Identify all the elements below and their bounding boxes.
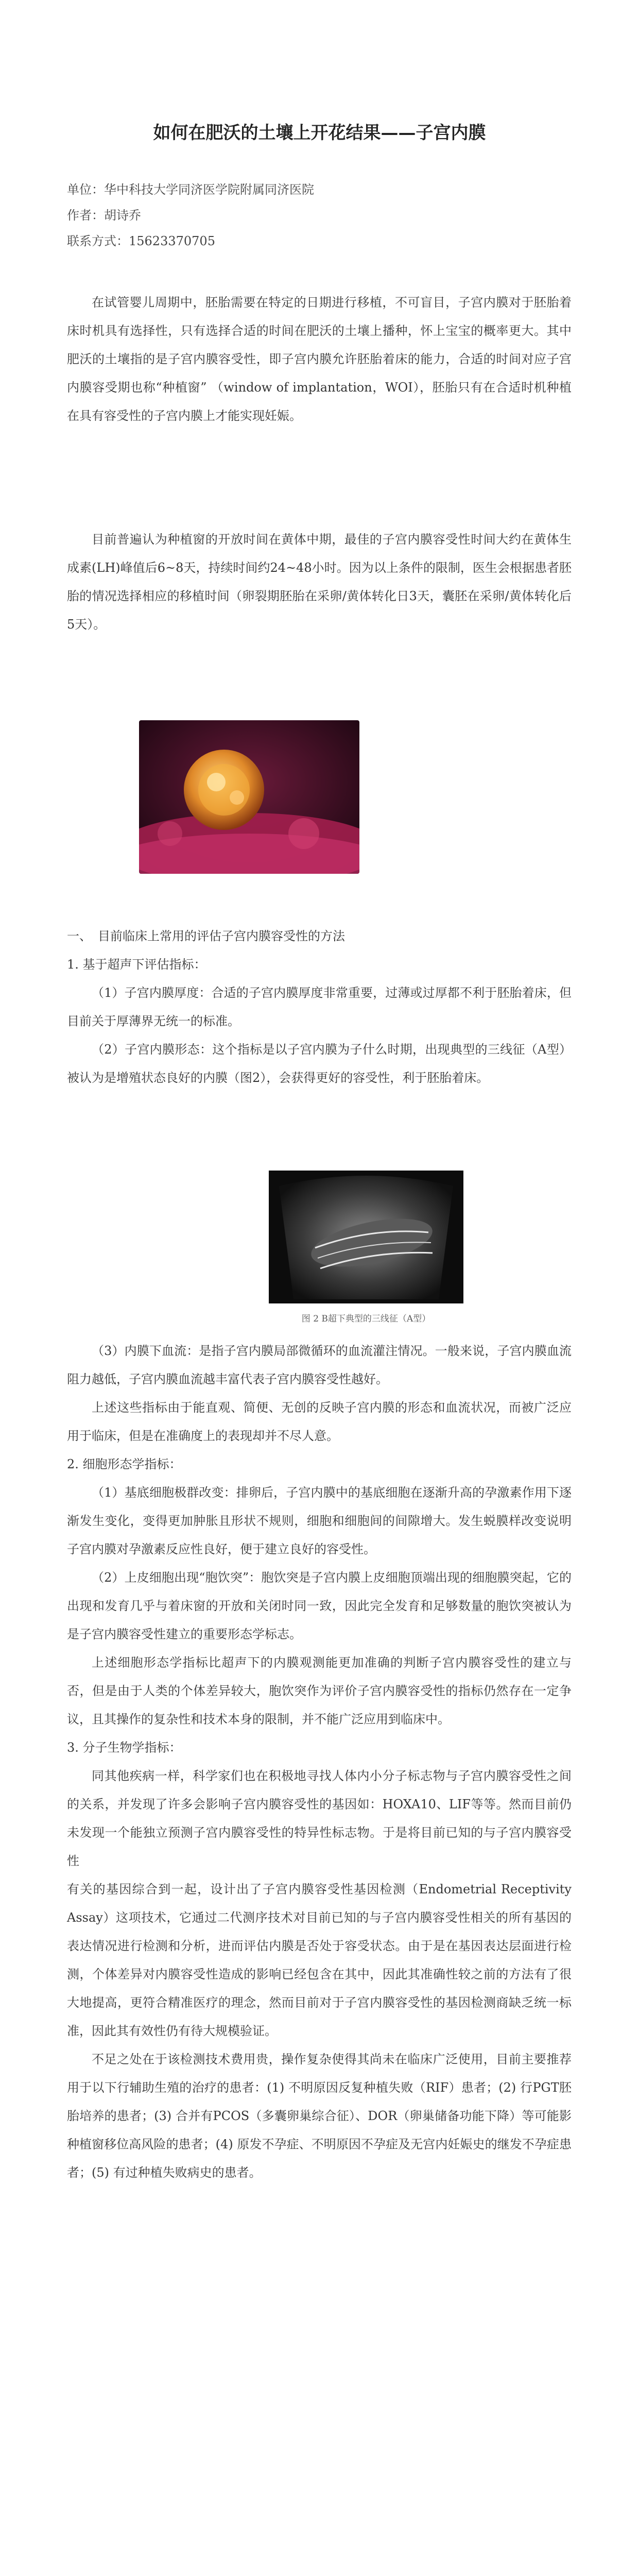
embryo-implantation-image [139, 720, 359, 874]
section-1-continued [67, 1337, 572, 2187]
page-title: 如何在肥沃的土壤上开花结果——子宫内膜 [153, 123, 486, 143]
paragraph-ultrasound-summary: 上述这些指标由于能直观、简便、无创的反映子宫内膜的形态和血流状况，而被广泛应用于临床，但是在准确度上的表现却并不尽人意。 [67, 1400, 572, 1443]
section-1-heading: 一、 目前临床上常用的评估子宫内膜容受性的方法 [67, 929, 345, 943]
figure-2-caption: 图 2 B超下典型的三线征（A型） [301, 1314, 431, 1324]
paragraph-morphology: （2）子宫内膜形态：这个指标是以子宫内膜为子什么时期，出现典型的三线征（A型）被认为是增殖状态良好的内膜（图2），会获得更好的容受性，利于胚胎着床。 [67, 1042, 572, 1085]
woi-paragraph [67, 526, 572, 639]
paragraph-thickness: （1）子宫内膜厚度：合适的子宫内膜厚度非常重要，过薄或过厚都不利于胚胎着床，但目前关于厚薄界无统一的标准。 [67, 986, 572, 1028]
paragraph-2: 目前普遍认为种植窗的开放时间在黄体中期，最佳的子宫内膜容受性时间大约在黄体生成素(LH)峰值后6~8天，持续时间约24~48小时。因为以上条件的限制，医生会根据患者胚胎的情况选择相应的移植时间（卵裂期胚胎在采卵/黄体转化日3天，囊胚在采卵/黄体转化后5天）。 [67, 532, 572, 632]
paragraph-morphology-summary: 上述细胞形态学指标比超声下的内膜观测能更加准确的判断子宫内膜容受性的建立与否，但是由于人类的个体差异较大，胞饮突作为评价子宫内膜容受性的指标仍然存在一定争议，且其操作的复杂性和技术本身的限制，并不能广泛应用到临床中。 [67, 1655, 572, 1726]
ultrasound-image [269, 1171, 463, 1303]
section-1 [67, 922, 572, 1092]
paragraph-blood-flow: （3）内膜下血流：是指子宫内膜局部微循环的血流灌注情况。一般来说，子宫内膜血流阻力越低，子宫内膜血流越丰富代表子宫内膜容受性越好。 [67, 1344, 572, 1386]
subsection-3-heading: 3. 分子生物学指标： [67, 1740, 182, 1755]
author-phone: 联系方式：15623370705 [67, 234, 215, 248]
author-unit: 单位：华中科技大学同济医学院附属同济医院 [67, 182, 314, 197]
subsection-2-heading: 2. 细胞形态学指标： [67, 1457, 182, 1471]
intro-paragraph [67, 289, 572, 430]
subsection-1-heading: 1. 基于超声下评估指标： [67, 957, 206, 972]
paragraph-pinopodes: （2）上皮细胞出现“胞饮突”：胞饮突是子宫内膜上皮细胞顶端出现的细胞膜突起，它的出现和发育几乎与着床窗的开放和关闭时同一致，因此完全发育和足够数量的胞饮突被认为是子宫内膜容受性建立的重要形态学标志。 [67, 1570, 572, 1641]
paragraph-era-limitations: 不足之处在于该检测技术费用贵，操作复杂使得其尚未在临床广泛使用，目前主要推荐用于以下行辅助生殖的治疗的患者：(1) 不明原因反复种植失败（RIF）患者；(2) 行PGT胚胎培养的患者；(3) 合并有PCOS（多囊卵巢综合征）、DOR（卵巢储备功能下降）等可能影种植窗移位高风险的患者；(4) 原发不孕症、不明原因不孕症及无宫内妊娠史的继发不孕症患者；(5) 有过种植失败病史的患者。 [67, 2052, 572, 2180]
paragraph-molecular: 同其他疾病一样，科学家们也在积极地寻找人体内小分子标志物与子宫内膜容受性之间的关系，并发现了许多会影响子宫内膜容受性的基因如：HOXA10、LIF等等。然而目前仍未发现一个能独立预测子宫内膜容受性的特异性标志物。于是将目前已知的与子宫内膜容受性 [67, 1769, 572, 1868]
paragraph-1: 在试管婴儿周期中，胚胎需要在特定的日期进行移植，不可盲目，子宫内膜对于胚胎着床时机具有选择性，只有选择合适的时间在肥沃的土壤上播种，怀上宝宝的概率更大。其中肥沃的土壤指的是子宫内膜容受性，即子宫内膜允许胚胎着床的能力，合适的时间对应子宫内膜容受期也称“种植窗” （window of implantation，WOI），胚胎只有在合适时机种植在具有容受性的子宫内膜上才能实现妊娠。 [67, 295, 572, 423]
author-name: 作者：胡诗乔 [67, 208, 141, 223]
paragraph-era: 有关的基因综合到一起，设计出了子宫内膜容受性基因检测（Endometrial Receptivity Assay）这项技术，它通过二代测序技术对目前已知的与子宫内膜容受性相关的所有基因的表达情况进行检测和分析，进而评估内膜是否处于容受状态。由于是在基因表达层面进行检测，个体差异对内膜容受性造成的影响已经包含在其中，因此其准确性较之前的方法有了很大地提高，更符合精准医疗的理念，然而目前对于子宫内膜容受性的基因检测商缺乏统一标准，因此其有效性仍有待大规模验证。 [67, 1882, 572, 2038]
paragraph-basal-cells: （1）基底细胞极群改变：排卵后，子宫内膜中的基底细胞在逐渐升高的孕激素作用下逐渐发生变化，变得更加肿胀且形状不规则，细胞和细胞间的间隙增大。发生蜕膜样改变说明子宫内膜对孕激素反应性良好，便于建立良好的容受性。 [67, 1485, 572, 1556]
